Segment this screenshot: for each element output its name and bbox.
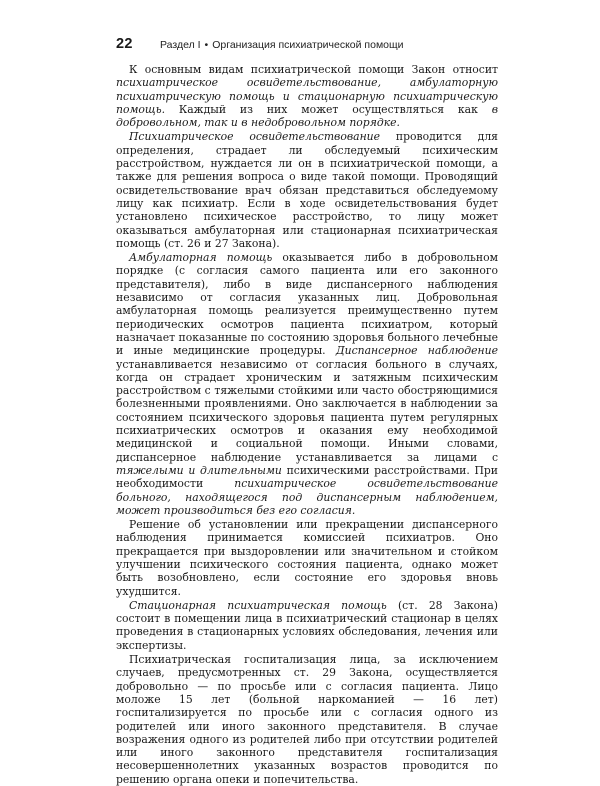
paragraph-1	[116, 63, 498, 129]
paragraph-5	[116, 599, 498, 652]
body-text	[116, 63, 498, 786]
italic-run: Амбулаторная помощь	[129, 251, 273, 265]
italic-run: психиатрическое освидетельствование, амбулаторную психиатрическую помощь и стационарную психиатрическую помощь.	[116, 76, 498, 116]
running-header	[116, 36, 496, 56]
bullet-separator: •	[204, 39, 209, 51]
paragraph-3	[116, 251, 498, 517]
text-run: Каждый из них может осуществляться как	[165, 102, 492, 116]
page-number: 22	[116, 36, 133, 52]
text-run: Решение об установлении или прекращении диспансерного наблюдения принимается комиссией психиатров. Оно прекращается при выздоровлении или значительном и стойком улучшении психического состояния пациента, однако может быть возобновлено, если состояние его здоровья вновь ухудшится.	[116, 518, 498, 598]
italic-run: в добровольном, так и в недобровольном порядке.	[116, 102, 498, 130]
paragraph-6	[116, 653, 498, 786]
text-run: устанавливается независимо от согласия больного в случаях, когда он страдает хроническим и затяжным психическим расстройством с тяжелыми стойкими или часто обостряющимися болезненными проявлениями. Оно заключается в наблюдении за состоянием психического здоровья пациента путем регулярных психиатрических осмотров и оказания ему необходимой медицинской и социальной помощи. Иными словами, диспансерное наблюдение устанавливается за лицами с	[116, 357, 498, 464]
italic-run: психиатрическое освидетельствование больного, находящегося под диспансерным наблюдением, может производиться без его согласия.	[116, 477, 498, 517]
italic-run: тяжелыми и длительными	[116, 463, 282, 477]
text-run: (ст. 28 Закона) состоит в помещении лица в психиатрический стационар в целях проведения в стационарных условиях обследования, лечения или экспертизы.	[116, 598, 498, 652]
italic-run: Диспансерное наблюдение	[335, 344, 498, 358]
text-run: К основным видам психиатрической помощи Закон относит	[129, 63, 498, 76]
chapter-title: Организация психиатрической помощи	[212, 39, 404, 51]
text-run: оказывается либо в добровольном порядке (с согласия самого пациента или его законного представителя), либо в виде диспансерного наблюдения независимо от согласия указанных лиц. Добровольная амбулаторная помощь реализуется преимущественно путем периодических осмотров пациента психиатром, который назначает показанные по состоянию здоровья больного лечебные и иные медицинские процедуры.	[116, 251, 498, 358]
section-label: Раздел I	[160, 39, 201, 51]
paragraph-2	[116, 130, 498, 250]
text-run: проводится для определения, страдает ли обследуемый психическим расстройством, нуждается ли он в психиатрической помощи, а также для решения вопроса о виде такой помощи. Проводящий освидетельствование врач обязан представиться обследуемому лицу как психиатр. Если в ходе освидетельствования будет установлено психическое расстройство, то лицу может оказываться амбулаторная или стационарная психиатрическая помощь (ст. 26 и 27 Закона).	[116, 130, 498, 250]
italic-run: Психиатрическое освидетельствование	[129, 130, 381, 144]
paragraph-4	[116, 518, 498, 598]
text-run: Психиатрическая госпитализация лица, за исключением случаев, предусмотренных ст. 29 Закона, осуществляется добровольно — по просьбе или с согласия пациента. Лицо моложе 15 лет (больной наркоманией — 16 лет) госпитализируется по просьбе или с согласия одного из родителей или иного законного представителя. В случае возражения одного из родителей либо при отсутствии родителей или иного законного представителя госпитализация несовершеннолетних указанных возрастов проводится по решению органа опеки и попечительства.	[116, 653, 498, 786]
running-title	[160, 39, 404, 51]
text-run: психическими расстройствами. При необходимости	[116, 463, 498, 491]
italic-run: Стационарная психиатрическая помощь	[129, 598, 387, 612]
